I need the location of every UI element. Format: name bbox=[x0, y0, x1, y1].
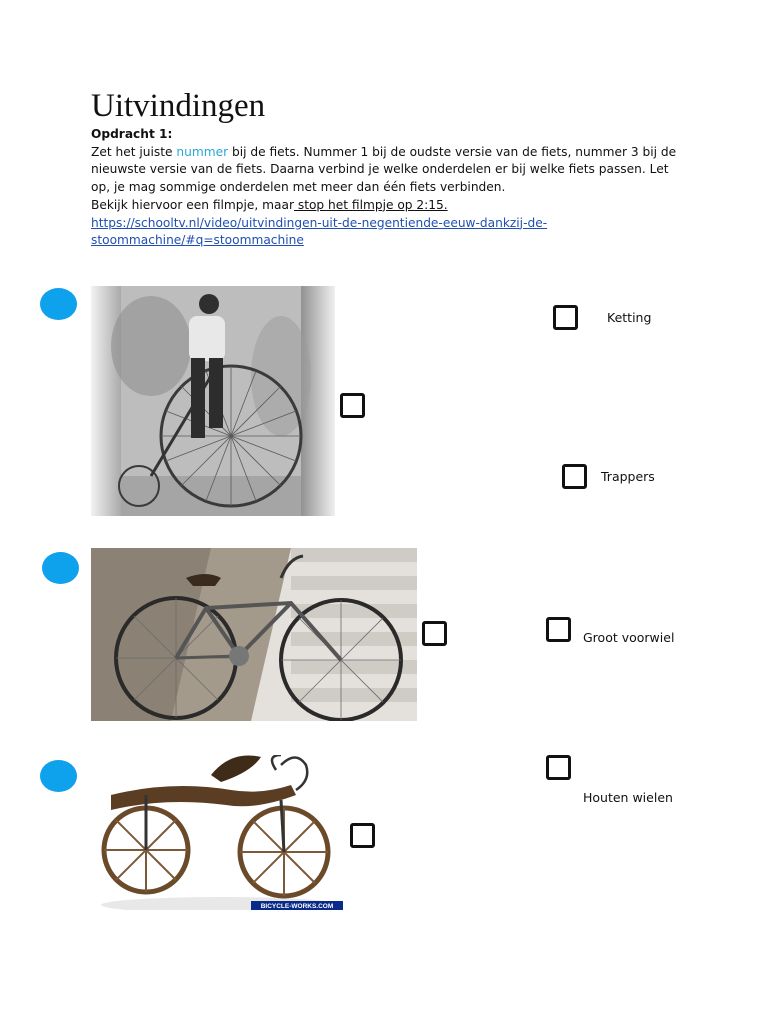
page-title: Uitvindingen bbox=[91, 88, 266, 124]
bike-1-checkbox[interactable] bbox=[340, 393, 365, 418]
paragraph-start: Zet het juiste bbox=[91, 144, 177, 159]
video-stop-note: stop het filmpje op 2:15. bbox=[293, 197, 448, 212]
part-checkbox-groot-voorwiel[interactable] bbox=[546, 617, 571, 642]
bike-3-checkbox[interactable] bbox=[350, 823, 375, 848]
paragraph-rest: bij de fiets. Nummer 1 bij de oudste versie van de fiets, nummer 3 bij de nieuwste versie van de fiets. Daarna verbind je welke onderdelen er bij welke fiets passen. Let op, je mag sommige onderdelen met meer dan één fiets verbinden. bbox=[91, 144, 677, 195]
part-checkbox-trappers[interactable] bbox=[562, 464, 587, 489]
photo-wooden-bicycle bbox=[91, 755, 345, 910]
part-label-ketting: Ketting bbox=[607, 310, 652, 325]
highlight-word: nummer bbox=[176, 144, 229, 159]
part-label-groot-voorwiel: Groot voorwiel bbox=[583, 630, 675, 645]
photo-penny-farthing bbox=[91, 286, 335, 516]
number-dot-3[interactable] bbox=[40, 760, 77, 792]
number-dot-2[interactable] bbox=[42, 552, 79, 584]
part-label-houten-wielen: Houten wielen bbox=[583, 790, 673, 805]
video-link[interactable]: https://schooltv.nl/video/uitvindingen-uit-de-negentiende-eeuw-dankzij-de-stoommachine/#q=stoommachine bbox=[91, 215, 548, 248]
part-label-trappers: Trappers bbox=[601, 469, 655, 484]
photo-safety-bicycle bbox=[91, 548, 417, 721]
part-checkbox-houten-wielen[interactable] bbox=[546, 755, 571, 780]
part-checkbox-ketting[interactable] bbox=[553, 305, 578, 330]
assignment-text bbox=[91, 126, 691, 250]
assignment-heading: Opdracht 1: bbox=[91, 127, 173, 141]
bike-2-checkbox[interactable] bbox=[422, 621, 447, 646]
number-dot-1[interactable] bbox=[40, 288, 77, 320]
video-intro: Bekijk hiervoor een filmpje, maar bbox=[91, 197, 294, 212]
photo-watermark: BICYCLE-WORKS.COM bbox=[260, 903, 334, 910]
